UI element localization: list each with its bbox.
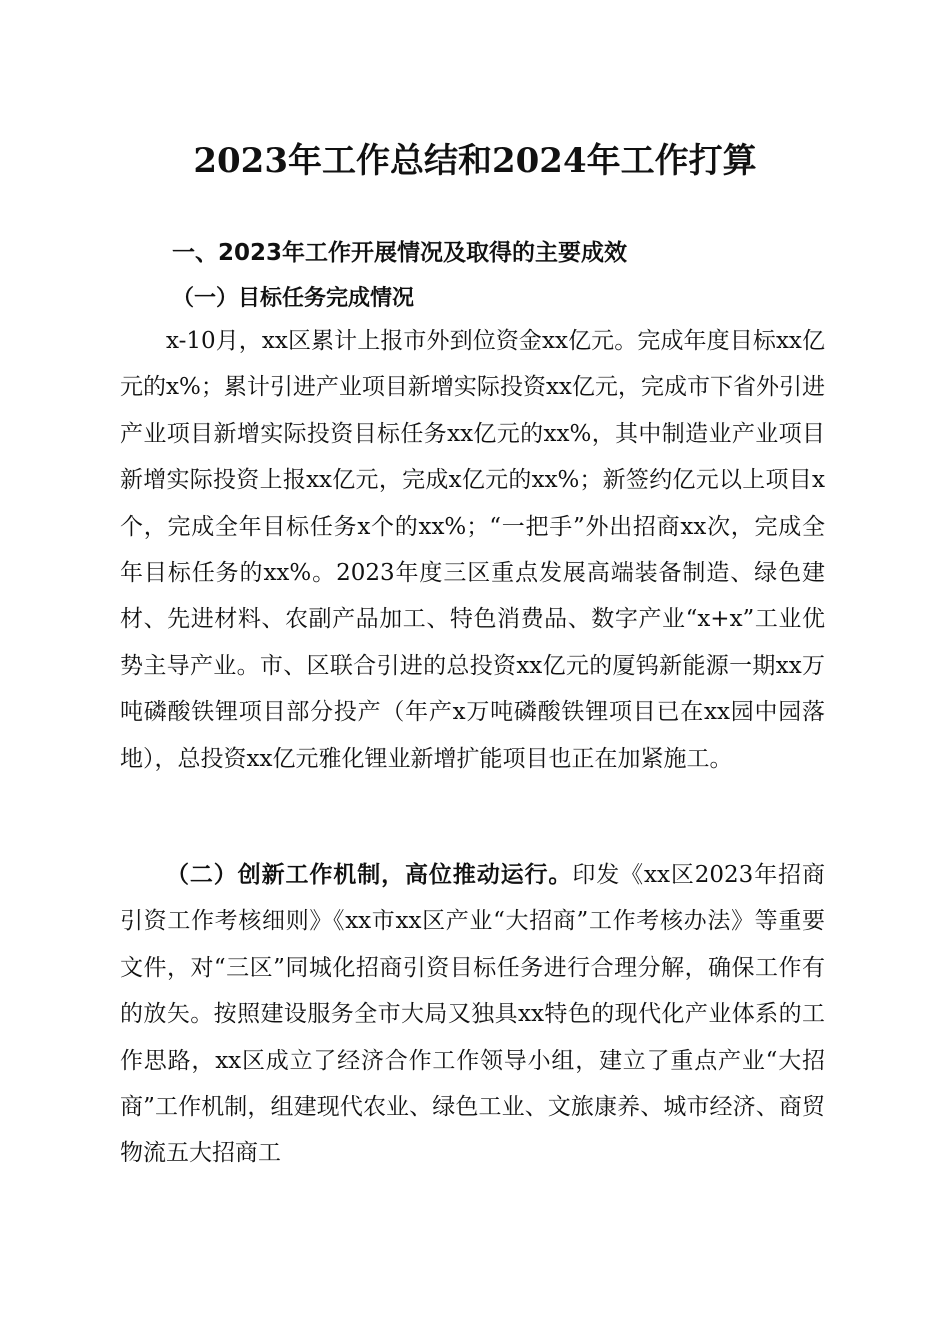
subsection-lead-heading: （二）创新工作机制，高位推动运行。 xyxy=(166,861,573,888)
body-paragraph-mechanism-text: 印发《xx区2023年招商引资工作考核细则》《xx市xx区产业“大招商”工作考核办法》等重要文件，对“三区”同城化招商引资目标任务进行合理分解，确保工作有的放矢。按照建设服务全市大局又独具xx特色的现代化产业体系的工作思路，xx区成立了经济合作工作领导小组，建立了重点产业“大招商”工作机制，组建现代农业、绿色工业、文旅康养、城市经济、商贸物流五大招商工 xyxy=(120,862,825,1167)
body-paragraph-targets: x-10月，xx区累计上报市外到位资金xx亿元。完成年度目标xx亿元的x%；累计引进产业项目新增实际投资xx亿元，完成市下省外引进产业项目新增实际投资目标任务xx亿元的xx%，其中制造业产业项目新增实际投资上报xx亿元，完成x亿元的xx%；新签约亿元以上项目x个，完成全年目标任务x个的xx%；“一把手”外出招商xx次，完成全年目标任务的xx%。2023年度三区重点发展高端装备制造、绿色建材、先进材料、农副产品加工、特色消费品、数字产业“x+x”工业优势主导产业。市、区联合引进的总投资xx亿元的厦钨新能源一期xx万吨磷酸铁锂项目部分投产（年产x万吨磷酸铁锂项目已在xx园中园落地），总投资xx亿元雅化锂业新增扩能项目也正在加紧施工。 xyxy=(120,328,825,772)
body-paragraph-mechanism xyxy=(120,852,825,1177)
document-title: 2023年工作总结和2024年工作打算 xyxy=(193,141,757,181)
subsection-heading: （一）目标任务完成情况 xyxy=(172,286,415,311)
section-heading: 一、2023年工作开展情况及取得的主要成效 xyxy=(172,240,628,266)
